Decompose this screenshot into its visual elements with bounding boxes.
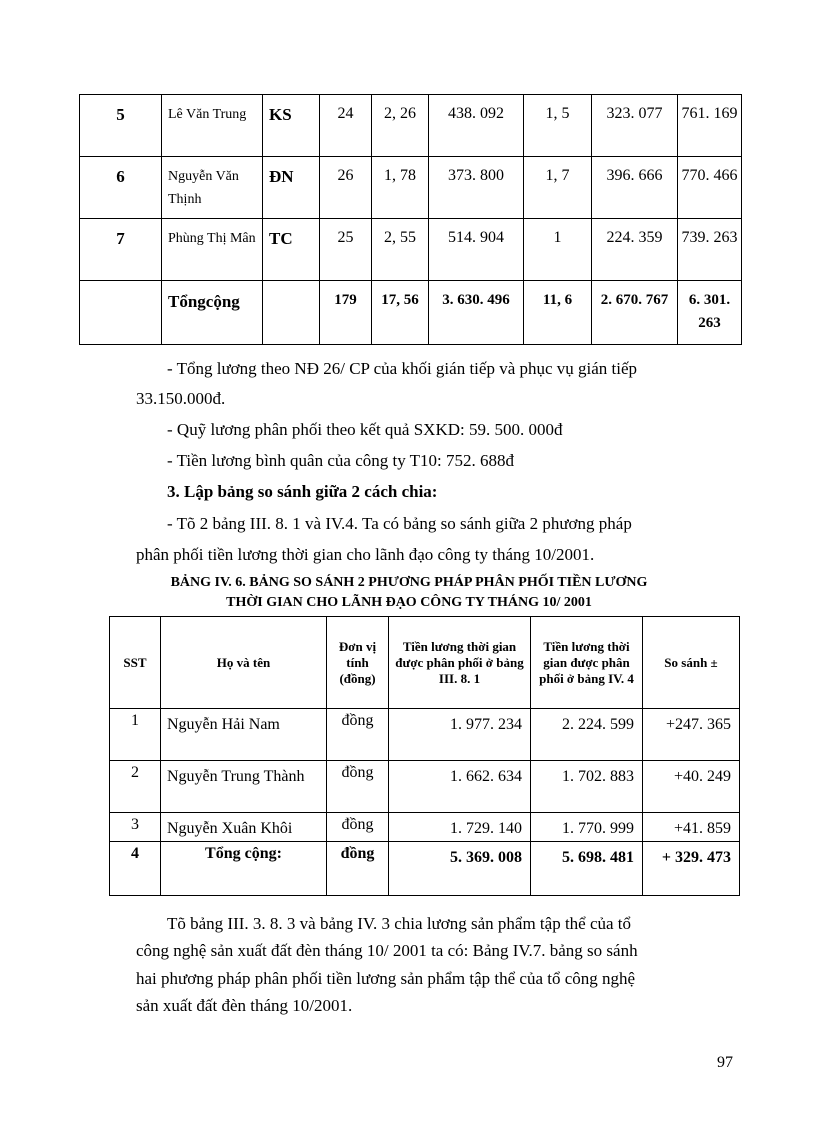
name-cell: Lê Văn Trung	[162, 95, 263, 157]
unit-cell: đồng	[327, 709, 389, 761]
paragraph: 33.150.000đ.	[136, 389, 226, 408]
stt-cell: 5	[80, 95, 162, 157]
stt-cell: 1	[110, 709, 161, 761]
section-heading: 3. Lập bảng so sánh giữa 2 cách chia:	[167, 482, 438, 501]
stt-cell: 3	[110, 813, 161, 842]
value-cell: 2. 224. 599	[531, 709, 643, 761]
total-cell: + 329. 473	[643, 842, 740, 896]
column-header: So sánh ±	[643, 617, 740, 709]
value-cell: 761. 169	[678, 95, 742, 157]
value-cell: 26	[320, 157, 372, 219]
paragraph: công nghệ sản xuất đất đèn tháng 10/ 2001 ta có: Bảng IV.7. bảng so sánh	[136, 941, 638, 960]
value-cell: 224. 359	[592, 219, 678, 281]
value-cell: 1, 5	[524, 95, 592, 157]
unit-cell: đồng	[327, 842, 389, 896]
table-row	[80, 157, 742, 219]
column-header: Tiền lương thời gian được phân phối ở bảng IV. 4	[531, 617, 643, 709]
value-cell: 1. 662. 634	[389, 761, 531, 813]
total-cell: 5. 698. 481	[531, 842, 643, 896]
paragraph: phân phối tiền lương thời gian cho lãnh đạo công ty tháng 10/2001.	[136, 545, 595, 564]
value-cell: 1, 7	[524, 157, 592, 219]
paragraph: - Tiền lương bình quân của công ty T10: 752. 688đ	[167, 451, 515, 470]
diff-cell: +247. 365	[643, 709, 740, 761]
column-header: Tiền lương thời gian được phân phối ở bảng III. 8. 1	[389, 617, 531, 709]
unit-cell: ĐN	[263, 157, 320, 219]
column-header: Đơn vị tính (đồng)	[327, 617, 389, 709]
total-cell: 11, 6	[524, 281, 592, 345]
total-row	[110, 842, 740, 896]
value-cell: 1. 702. 883	[531, 761, 643, 813]
paragraph: hai phương pháp phân phối tiền lương sản phẩm tập thể của tổ công nghệ	[136, 969, 636, 988]
value-cell: 2, 26	[372, 95, 429, 157]
value-cell: 1. 977. 234	[389, 709, 531, 761]
unit-cell: KS	[263, 95, 320, 157]
total-cell: 179	[320, 281, 372, 345]
name-cell: Nguyễn Hải Nam	[161, 709, 327, 761]
value-cell: 24	[320, 95, 372, 157]
name-cell: Nguyễn Xuân Khôi	[161, 813, 327, 842]
value-cell: 438. 092	[429, 95, 524, 157]
stt-cell: 4	[110, 842, 161, 896]
paragraph: - Tõ 2 bảng III. 8. 1 và IV.4. Ta có bảng so sánh giữa 2 phương pháp	[167, 514, 632, 533]
value-cell: 1	[524, 219, 592, 281]
value-cell: 514. 904	[429, 219, 524, 281]
total-cell: 6. 301. 263	[678, 281, 742, 345]
value-cell: 25	[320, 219, 372, 281]
paragraph: - Tổng lương theo NĐ 26/ CP của khối gián tiếp và phục vụ gián tiếp	[167, 359, 638, 378]
name-cell: Nguyễn Văn Thịnh	[162, 157, 263, 219]
value-cell: 1, 78	[372, 157, 429, 219]
stt-cell: 6	[80, 157, 162, 219]
stt-cell: 7	[80, 219, 162, 281]
table-row	[80, 219, 742, 281]
table-row	[110, 709, 740, 761]
unit-cell: đồng	[327, 813, 389, 842]
diff-cell: +41. 859	[643, 813, 740, 842]
name-cell: Nguyễn Trung Thành	[161, 761, 327, 813]
table-row	[110, 813, 740, 842]
value-cell: 373. 800	[429, 157, 524, 219]
comparison-table	[109, 616, 740, 896]
table-caption: THỜI GIAN CHO LÃNH ĐẠO CÔNG TY THÁNG 10/ 2001	[226, 595, 592, 610]
column-header: Họ và tên	[161, 617, 327, 709]
value-cell: 739. 263	[678, 219, 742, 281]
header-row	[110, 617, 740, 709]
stt-cell: 2	[110, 761, 161, 813]
value-cell: 1. 729. 140	[389, 813, 531, 842]
paragraph: sản xuất đất đèn tháng 10/2001.	[136, 996, 353, 1015]
total-cell: 5. 369. 008	[389, 842, 531, 896]
unit-cell: TC	[263, 219, 320, 281]
unit-cell: đồng	[327, 761, 389, 813]
paragraph: - Quỹ lương phân phối theo kết quả SXKD: 59. 500. 000đ	[167, 420, 563, 439]
total-cell: 17, 56	[372, 281, 429, 345]
paragraph: Tõ bảng III. 3. 8. 3 và bảng IV. 3 chia lương sản phẩm tập thể của tổ	[167, 914, 632, 933]
total-row	[80, 281, 742, 345]
table-row	[110, 761, 740, 813]
value-cell: 323. 077	[592, 95, 678, 157]
total-cell: 3. 630. 496	[429, 281, 524, 345]
empty-cell	[263, 281, 320, 345]
table-caption: BẢNG IV. 6. BẢNG SO SÁNH 2 PHƯƠNG PHÁP PHÂN PHỐI TIỀN LƯƠNG	[170, 575, 648, 590]
total-label: Tổng cộng:	[161, 842, 327, 896]
page-number: 97	[717, 1054, 733, 1071]
value-cell: 770. 466	[678, 157, 742, 219]
salary-table	[79, 94, 742, 345]
diff-cell: +40. 249	[643, 761, 740, 813]
value-cell: 2, 55	[372, 219, 429, 281]
total-cell: 2. 670. 767	[592, 281, 678, 345]
total-label: Tổngcộng	[162, 281, 263, 345]
table-row	[80, 95, 742, 157]
empty-cell	[80, 281, 162, 345]
name-cell: Phùng Thị Mân	[162, 219, 263, 281]
value-cell: 1. 770. 999	[531, 813, 643, 842]
column-header: SST	[110, 617, 161, 709]
value-cell: 396. 666	[592, 157, 678, 219]
